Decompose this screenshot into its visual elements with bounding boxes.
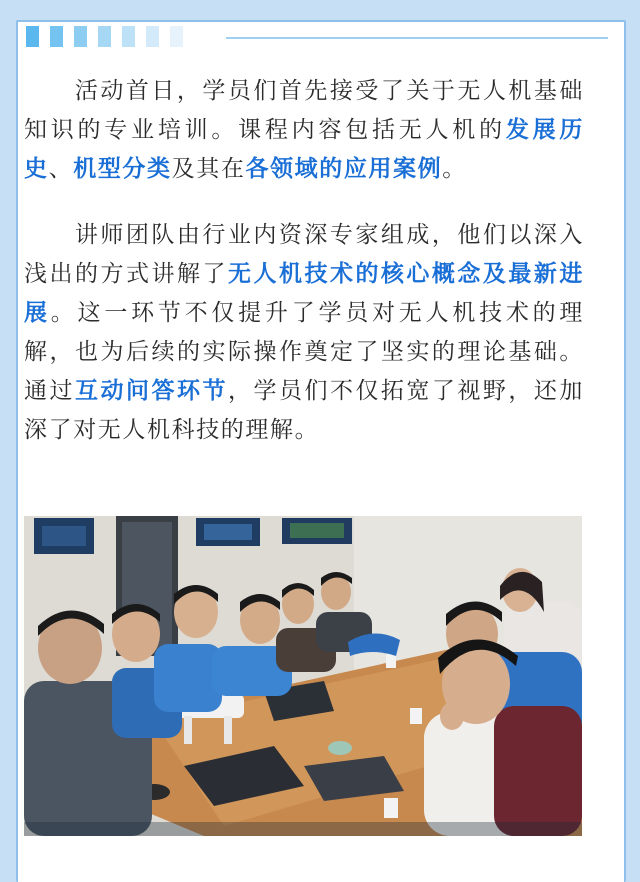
wall-poster (34, 518, 94, 554)
divider-square (50, 26, 63, 47)
p2-highlight-core-concepts: 无人机技术的核心概念及最新进展 (24, 261, 584, 326)
p1-highlight-history: 发展历史 (24, 117, 584, 182)
divider-line (226, 37, 608, 39)
divider-square (98, 26, 111, 47)
p2-highlight-qa: 互动问答环节 (75, 378, 228, 404)
p1-text-2: 、 (48, 156, 74, 182)
p2-text-3: ，学员们不仅拓宽了视野，还加深了对无人机科技的理解。 (24, 378, 584, 443)
p1-text-3: 及其在 (171, 156, 246, 182)
divider-square (74, 26, 87, 47)
divider-square (170, 26, 183, 47)
wall-poster (282, 518, 352, 544)
p2-text-2: 。这一环节不仅提升了学员对无人机技术的理解，也为后续的实际操作奠定了坚实的理论基础。通过 (24, 300, 585, 404)
p1-highlight-types: 机型分类 (73, 156, 172, 182)
divider-square (26, 26, 39, 47)
p1-text-1: 活动首日，学员们首先接受了关于无人机基础知识的专业培训。课程内容包括无人机的 (24, 78, 584, 143)
paragraph-intro (24, 72, 584, 189)
wall-poster (196, 518, 260, 546)
p1-highlight-cases: 各领域的应用案例 (245, 156, 443, 182)
section-divider (26, 26, 586, 50)
p1-text-4: 。 (442, 156, 467, 182)
p2-text-1: 讲师团队由行业内资深专家组成，他们以深入浅出的方式讲解了 (24, 222, 584, 287)
training-session-photo (24, 516, 582, 836)
divider-square (146, 26, 159, 47)
paragraph-instructors (24, 216, 584, 450)
divider-square (122, 26, 135, 47)
